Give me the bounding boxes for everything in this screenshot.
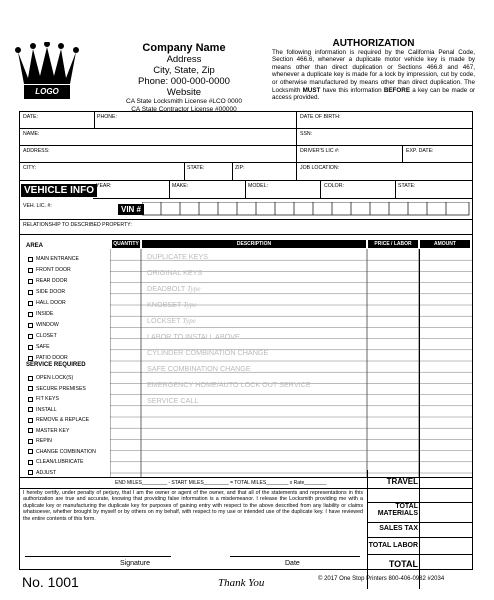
service-item-label: OPEN LOCK(S) <box>36 375 74 381</box>
company-website: Website <box>166 87 202 98</box>
description-item <box>147 396 198 405</box>
company-address: Address <box>166 54 202 65</box>
certification-text: I hereby certify, under penalty of perjury, that I am the owner or agent of the owner, and that all of the statements and representations in this authorization are true and accurate, knowing that providing false information is a misdemeanor. I release the Locksmith providing me with a duplicate key or manufacturing the duplicate key for purposes of gaining entry with respect to the above described from any liability or claims whatsoever, whether brought by myself or by others on my behalf, with respect to my use or intended use of the duplicate key. I have reviewed the entire contents of this form. <box>23 490 363 522</box>
checkbox[interactable] <box>28 439 33 444</box>
ssn-label: SSN: <box>300 131 313 137</box>
relationship-label: RELATIONSHIP TO DESCRIBED PROPERTY: <box>23 222 132 228</box>
service-item-label: SECURE PREMISES <box>36 385 86 392</box>
description-item <box>147 316 196 325</box>
type-word: Type <box>183 301 197 309</box>
company-city: City, State, Zip <box>153 65 215 76</box>
description-item <box>147 300 197 309</box>
service-checkbox-item[interactable] <box>28 449 96 455</box>
area-item-label: PATIO DOOR <box>36 355 68 361</box>
name-label: NAME: <box>23 131 40 137</box>
address-label: ADDRESS: <box>23 148 50 154</box>
service-checkbox-item[interactable] <box>28 396 59 402</box>
checkbox[interactable] <box>28 418 33 423</box>
year-label: YEAR: <box>96 183 112 189</box>
checkbox[interactable] <box>28 334 33 339</box>
area-checkbox-item[interactable] <box>28 267 71 273</box>
description-item <box>147 284 201 293</box>
authorization-block <box>272 40 475 102</box>
checkbox[interactable] <box>28 290 33 295</box>
vehicle-info-title: VEHICLE INFO <box>21 184 97 197</box>
row-name <box>20 129 472 146</box>
checkbox[interactable] <box>28 345 33 350</box>
area-item-label: FRONT DOOR <box>36 267 71 273</box>
company-info <box>104 42 264 114</box>
description-text: DEADBOLT <box>147 284 186 293</box>
service-checkbox-item[interactable] <box>28 428 69 434</box>
service-item-label: FIT KEYS <box>36 396 59 402</box>
area-title: AREA <box>26 243 44 249</box>
checkbox[interactable] <box>28 301 33 306</box>
checkbox[interactable] <box>28 356 33 361</box>
authorization-before: BEFORE <box>383 86 411 94</box>
description-text: EMERGENCY HOME/AUTO LOCK OUT SERVICE <box>147 380 311 389</box>
description-text: LOCKSET <box>147 316 181 325</box>
job-location-label: JOB LOCATION: <box>300 165 340 171</box>
company-phone: Phone: 000-000-0000 <box>138 76 230 87</box>
make-label: MAKE: <box>172 183 189 189</box>
area-checkbox-item[interactable] <box>28 311 53 317</box>
total-label: TOTAL <box>388 559 418 569</box>
city-label: CITY: <box>23 165 36 171</box>
header-price: PRICE / LABOR <box>368 240 418 248</box>
authorization-text-1: The following information is required by the California Penal Code, Section 466.6, whenever a duplicate motor vehicle key is made by means other than direct duplication or Sections 466.8 and 467, whenever a duplicate key is made for a lock by impression, cut by code, or otherwise manufactured by means other than direct duplication. The Locksmith <box>272 48 475 94</box>
description-text: KNOBSET <box>147 300 182 309</box>
authorization-must: MUST <box>302 86 321 94</box>
thank-you: Thank You <box>218 577 265 589</box>
row-city <box>20 163 472 181</box>
service-item-label: CHANGE COMBINATION <box>36 448 96 455</box>
area-checkbox-item[interactable] <box>28 300 66 306</box>
checkbox[interactable] <box>28 386 33 391</box>
checkbox[interactable] <box>28 268 33 273</box>
description-text: SERVICE CALL <box>147 396 199 405</box>
area-item-label: WINDOW <box>36 322 59 328</box>
service-checkbox-item[interactable] <box>28 438 52 444</box>
description-item <box>147 380 311 389</box>
authorization-text-3: a key can be made or access provided. <box>272 86 476 102</box>
checkbox[interactable] <box>28 470 33 475</box>
area-item-label: SAFE <box>36 344 50 350</box>
row-relationship <box>20 220 472 235</box>
checkbox[interactable] <box>28 257 33 262</box>
checkbox[interactable] <box>28 376 33 381</box>
sales-tax-label: SALES TAX <box>379 525 418 532</box>
dl-label: DRIVER'S LIC #: <box>300 148 340 154</box>
area-checkbox-item[interactable] <box>28 355 68 361</box>
description-item <box>147 332 240 341</box>
service-title: SERVICE REQUIRED <box>26 362 86 368</box>
locksmith-license: CA State Locksmith License #LCO 0000 <box>126 98 242 105</box>
description-item <box>147 364 251 373</box>
vehicle-state-label: STATE: <box>398 183 416 189</box>
veh-lic-label: VEH. LIC. #: <box>23 203 52 209</box>
service-item-label: ADJUST <box>36 469 57 476</box>
form-number: No. 1001 <box>22 574 79 590</box>
contractor-license: CA State Contractor License #00000 <box>131 106 237 113</box>
travel-label: TRAVEL <box>386 477 418 486</box>
checkbox[interactable] <box>28 449 33 454</box>
type-word: Type <box>182 317 196 325</box>
area-checkbox-item[interactable] <box>28 278 67 284</box>
service-checkbox-item[interactable] <box>28 459 83 465</box>
area-item-label: HALL DOOR <box>36 300 66 306</box>
area-checkbox-item[interactable] <box>28 322 59 328</box>
signature-label: Signature <box>120 560 150 567</box>
color-label: COLOR: <box>324 183 344 189</box>
service-checkbox-item[interactable] <box>28 417 89 423</box>
row-address <box>20 146 472 163</box>
service-item-label: MASTER KEY <box>36 427 70 434</box>
total-materials-text: TOTAL MATERIALS <box>377 503 418 517</box>
description-item <box>147 252 208 261</box>
description-text: ORIGINAL KEYS <box>147 268 203 277</box>
travel-miles-line: END MILES_________ - START MILES_________ = TOTAL MILES________ x Rate________ <box>115 480 327 486</box>
area-item-label: MAIN ENTRANCE <box>36 256 79 262</box>
row-vehicle <box>20 181 472 199</box>
model-label: MODEL: <box>248 183 268 189</box>
vin-title: VIN # <box>118 204 144 215</box>
row-vin <box>20 199 472 220</box>
state-label: STATE: <box>187 165 205 171</box>
description-item <box>147 348 268 357</box>
description-text: LABOR TO INSTALL ABOVE <box>147 332 240 341</box>
service-item-label: INSTALL <box>36 406 57 413</box>
type-word: Type <box>187 285 201 293</box>
checkbox[interactable] <box>28 397 33 402</box>
checkbox[interactable] <box>28 428 33 433</box>
checkbox[interactable] <box>28 279 33 284</box>
service-item-label: REPIN <box>36 438 52 444</box>
service-item-label: CLEAN/LUBRICATE <box>36 459 84 465</box>
date-label: DATE: <box>23 114 38 120</box>
date-sign-label: Date <box>285 560 300 567</box>
copyright: © 2017 One Stop Printers 800-406-0982 #2034 <box>318 576 445 582</box>
service-item-label: REMOVE & REPLACE <box>36 417 90 423</box>
area-checkbox-item[interactable] <box>28 256 79 262</box>
authorization-title: AUTHORIZATION <box>332 38 415 49</box>
zip-label: ZIP: <box>235 165 245 171</box>
logo-text: LOGO <box>35 87 59 96</box>
dob-label: DATE OF BIRTH: <box>300 114 341 120</box>
area-item-label: SIDE DOOR <box>36 289 66 295</box>
phone-label: PHONE: <box>97 114 117 120</box>
checkbox[interactable] <box>28 323 33 328</box>
area-checkbox-item[interactable] <box>28 333 57 339</box>
vin-boxes <box>142 202 470 216</box>
checkbox[interactable] <box>28 407 33 412</box>
header-quantity: QUANTITY <box>113 241 139 247</box>
authorization-text-2: have this information <box>322 86 382 94</box>
area-item-label: REAR DOOR <box>36 278 68 284</box>
form-frame <box>19 111 473 570</box>
service-checkbox-item[interactable] <box>28 375 73 381</box>
service-checkbox-item[interactable] <box>28 470 56 476</box>
header-amount: AMOUNT <box>420 240 470 248</box>
checkbox[interactable] <box>28 460 33 465</box>
row-date <box>20 112 472 129</box>
area-checkbox-item[interactable] <box>28 289 65 295</box>
total-labor-label: TOTAL LABOR <box>368 542 418 549</box>
service-checkbox-item[interactable] <box>28 407 57 413</box>
total-materials-label <box>368 503 418 517</box>
description-text: SAFE COMBINATION CHANGE <box>147 364 251 373</box>
description-item <box>147 268 202 277</box>
area-item-label: INSIDE <box>36 311 54 317</box>
area-checkbox-item[interactable] <box>28 344 50 350</box>
company-logo <box>14 42 80 100</box>
exp-label: EXP. DATE: <box>406 148 434 154</box>
description-text: CYLINDER COMBINATION CHANGE <box>147 348 269 357</box>
area-item-label: CLOSET <box>36 333 57 339</box>
company-name: Company Name <box>142 42 226 54</box>
checkbox[interactable] <box>28 312 33 317</box>
service-checkbox-item[interactable] <box>28 386 86 392</box>
header-description: DESCRIPTION <box>142 240 366 248</box>
description-text: DUPLICATE KEYS <box>147 252 208 261</box>
